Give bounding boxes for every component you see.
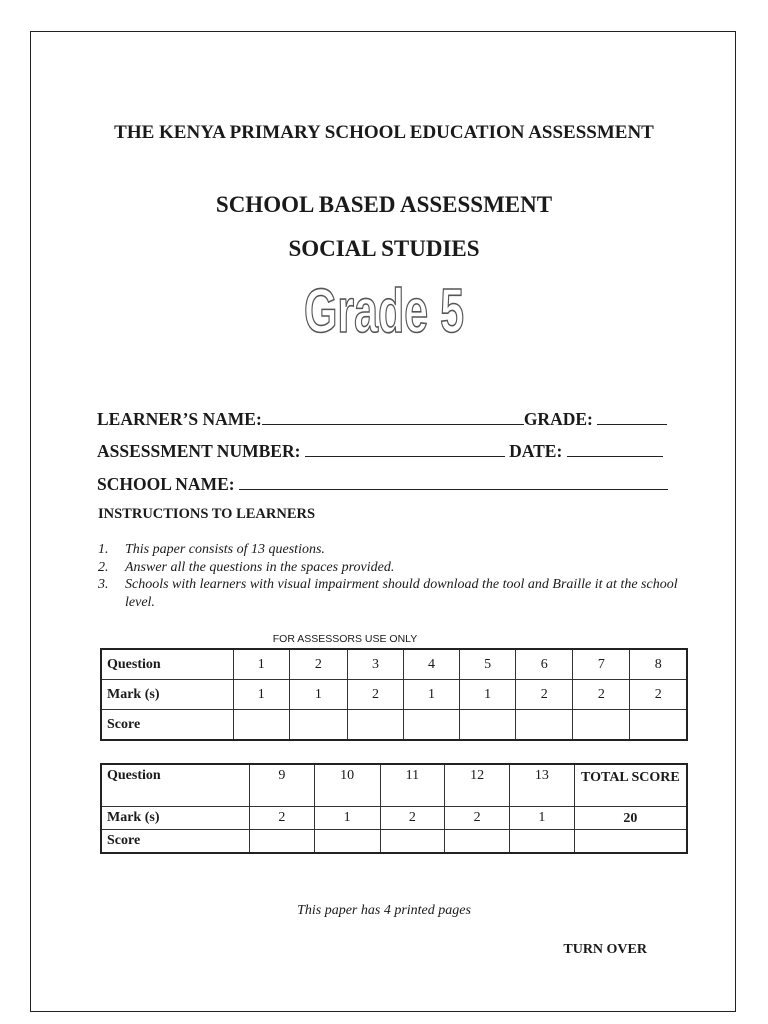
- table-row: [101, 764, 687, 807]
- assessment-title: SCHOOL BASED ASSESSMENT: [215, 192, 553, 217]
- question-number: 9: [250, 764, 315, 807]
- instruction-number: 3.: [98, 577, 109, 592]
- instruction-text: This paper consists of 13 questions.: [125, 542, 325, 557]
- school-name-field[interactable]: [239, 473, 668, 490]
- instruction-item: [98, 541, 688, 559]
- score-cell[interactable]: [347, 710, 403, 741]
- question-number: 3: [347, 649, 403, 680]
- score-table-2: [100, 763, 688, 854]
- subject-title: SOCIAL STUDIES: [288, 236, 480, 261]
- score-cell[interactable]: [404, 710, 460, 741]
- score-cell[interactable]: [516, 710, 573, 741]
- table-row: [101, 680, 687, 710]
- total-marks-cell: 20: [574, 807, 687, 830]
- mark-cell: 2: [445, 807, 510, 830]
- total-score-header: TOTAL SCORE: [574, 764, 687, 807]
- score-cell[interactable]: [289, 710, 347, 741]
- row-label: Score: [101, 710, 233, 741]
- score-table-1: [100, 648, 688, 741]
- mark-cell: 2: [573, 680, 630, 710]
- mark-cell: 2: [630, 680, 687, 710]
- instruction-item: [98, 576, 688, 611]
- table-row: [101, 807, 687, 830]
- row-label: Question: [101, 764, 250, 807]
- score-cell[interactable]: [233, 710, 289, 741]
- question-number: 11: [380, 764, 445, 807]
- row-label: Score: [101, 830, 250, 854]
- mark-cell: 1: [460, 680, 516, 710]
- score-cell[interactable]: [573, 710, 630, 741]
- table-row: [101, 649, 687, 680]
- mark-cell: 2: [347, 680, 403, 710]
- score-cell[interactable]: [314, 830, 380, 854]
- question-number: 1: [233, 649, 289, 680]
- question-number: 4: [404, 649, 460, 680]
- assessor-label: FOR ASSESSORS USE ONLY: [272, 633, 418, 645]
- exam-body-title: THE KENYA PRIMARY SCHOOL EDUCATION ASSESSMENT: [114, 122, 654, 143]
- printed-pages-note: This paper has 4 printed pages: [297, 903, 471, 918]
- learner-name-label: LEARNER’S NAME:: [97, 409, 262, 429]
- row-label: Mark (s): [101, 807, 250, 830]
- mark-cell: 1: [233, 680, 289, 710]
- instructions-heading: INSTRUCTIONS TO LEARNERS: [98, 506, 316, 522]
- learner-name-row: [97, 408, 667, 430]
- question-number: 2: [289, 649, 347, 680]
- total-score-cell[interactable]: [574, 830, 687, 854]
- mark-cell: 2: [250, 807, 315, 830]
- school-name-label: SCHOOL NAME:: [97, 474, 235, 494]
- row-label: Mark (s): [101, 680, 233, 710]
- question-number: 6: [516, 649, 573, 680]
- score-cell[interactable]: [510, 830, 575, 854]
- mark-cell: 1: [404, 680, 460, 710]
- row-label: Question: [101, 649, 233, 680]
- assessment-number-field[interactable]: [305, 440, 505, 457]
- assessment-number-row: [97, 440, 663, 462]
- instruction-text: Answer all the questions in the spaces provided.: [125, 559, 395, 575]
- score-cell[interactable]: [380, 830, 445, 854]
- score-cell[interactable]: [630, 710, 687, 741]
- table-row: [101, 710, 687, 741]
- mark-cell: 1: [314, 807, 380, 830]
- mark-cell: 2: [380, 807, 445, 830]
- instruction-number: 2.: [98, 559, 109, 575]
- assessment-number-label: ASSESSMENT NUMBER:: [97, 441, 301, 461]
- mark-cell: 1: [289, 680, 347, 710]
- turn-over-label: TURN OVER: [563, 942, 647, 957]
- question-number: 7: [573, 649, 630, 680]
- grade-field[interactable]: [597, 408, 667, 425]
- date-label: DATE:: [509, 441, 563, 461]
- score-cell[interactable]: [250, 830, 315, 854]
- question-number: 8: [630, 649, 687, 680]
- score-cell[interactable]: [460, 710, 516, 741]
- table-row: [101, 830, 687, 854]
- instruction-item: [98, 559, 688, 577]
- question-number: 10: [314, 764, 380, 807]
- instruction-text: Schools with learners with visual impairment should download the tool and Braille it at the school level.: [125, 577, 678, 610]
- grade-logo: [0, 277, 768, 351]
- question-number: 12: [445, 764, 510, 807]
- question-number: 13: [510, 764, 575, 807]
- mark-cell: 1: [510, 807, 575, 830]
- question-number: 5: [460, 649, 516, 680]
- grade-label: GRADE:: [523, 409, 593, 429]
- learner-name-field[interactable]: [262, 408, 524, 425]
- instruction-number: 1.: [98, 542, 109, 557]
- score-cell[interactable]: [445, 830, 510, 854]
- instructions-list: [98, 541, 688, 611]
- date-field[interactable]: [567, 440, 663, 457]
- mark-cell: 2: [516, 680, 573, 710]
- grade-logo-text: Grade 5: [304, 277, 464, 346]
- school-name-row: [97, 473, 668, 495]
